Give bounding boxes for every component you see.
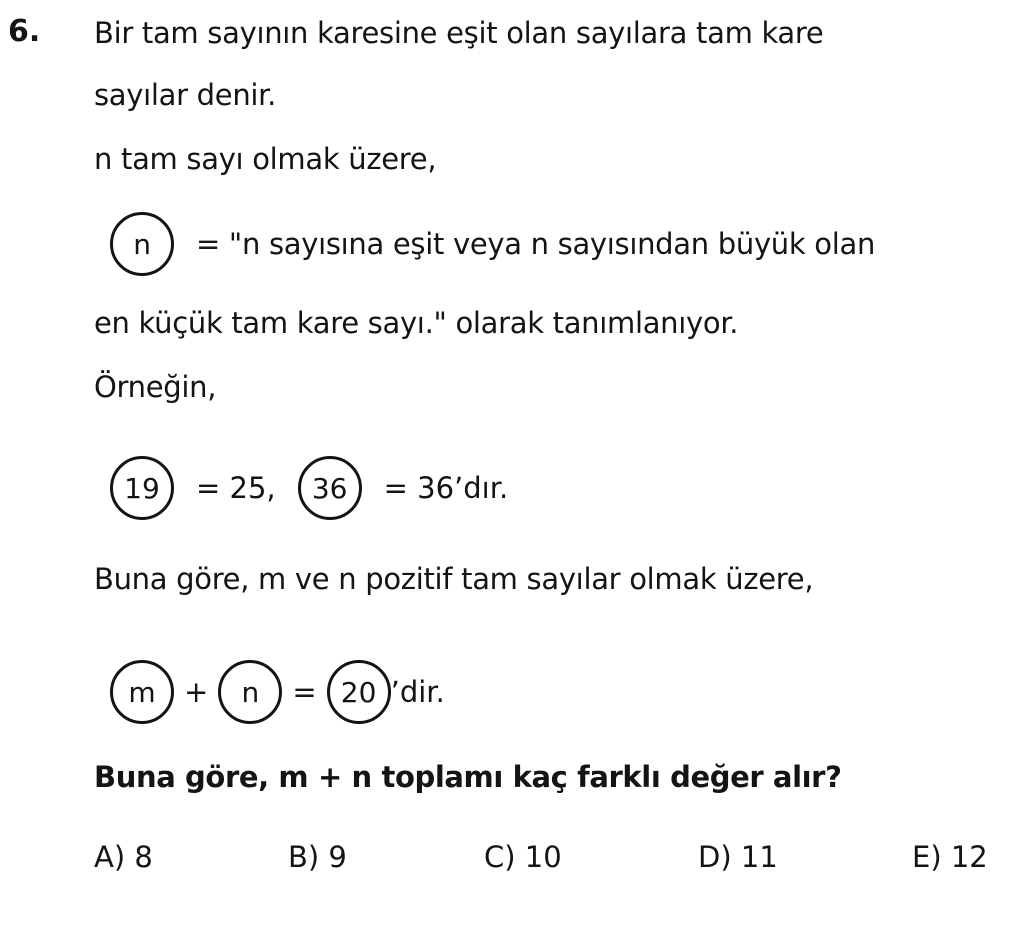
premise-text: Buna göre, m ve n pozitif tam sayılar olmak üzere, [94,562,814,596]
circled-m: m [110,660,174,724]
choice-a[interactable]: A) 8 [94,840,153,874]
circled-n: n [218,660,282,724]
examples-row [110,456,508,520]
choice-c[interactable]: C) 10 [484,840,562,874]
equation-row [110,660,445,724]
circled-19: 19 [110,456,174,520]
equation-suffix: ’dir. [390,675,445,709]
second-example-result: = 36’dır. [383,471,509,505]
circled-n-symbol: n [110,212,174,276]
choice-d[interactable]: D) 11 [698,840,778,874]
question-prompt: Buna göre, m + n toplamı kaç farklı değer alır? [94,760,842,794]
circled-20: 20 [327,660,391,724]
choice-b[interactable]: B) 9 [288,840,347,874]
definition-text: = "n sayısına eşit veya n sayısından büyük olan [196,227,876,261]
question-number: 6. [8,14,41,49]
definition-row [110,212,875,276]
condition-text: n tam sayı olmak üzere, [94,142,437,176]
intro-line-1: Bir tam sayının karesine eşit olan sayılara tam kare [94,16,824,50]
intro-line-2: sayılar denir. [94,78,277,112]
equals-sign: = [292,675,317,709]
definition-continuation: en küçük tam kare sayı." olarak tanımlanıyor. [94,306,739,340]
circled-36: 36 [298,456,362,520]
example-label: Örneğin, [94,370,217,404]
plus-sign: + [184,675,209,709]
choice-e[interactable]: E) 12 [912,840,988,874]
first-example-result: = 25, [196,471,276,505]
